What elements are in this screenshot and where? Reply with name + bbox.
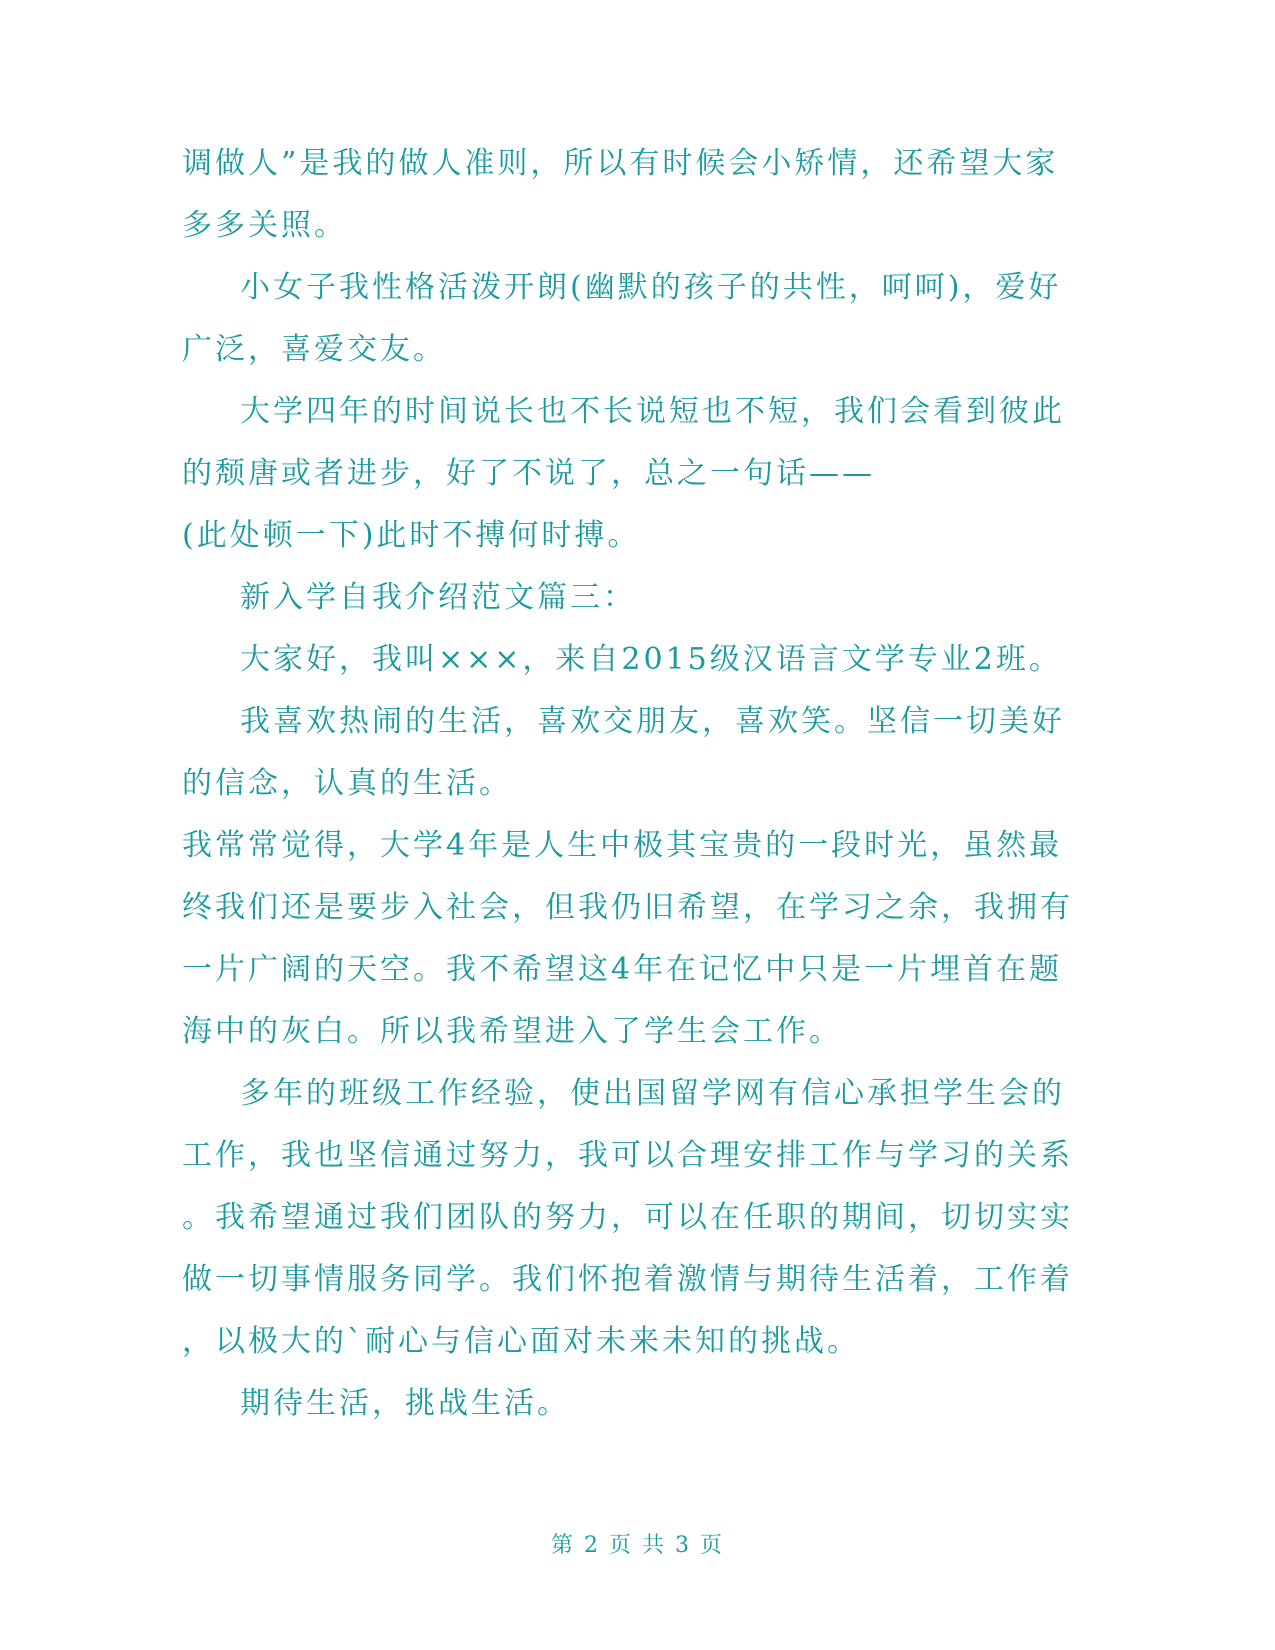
text-line: 终我们还是要步入社会，但我仍旧希望，在学习之余，我拥有 <box>182 890 1073 925</box>
text-line: ，以极大的`耐心与信心面对未来未知的挑战。 <box>182 1324 860 1359</box>
text-line: (此处顿一下)此时不搏何时搏。 <box>182 518 641 553</box>
text-line: 我常常觉得，大学4年是人生中极其宝贵的一段时光，虽然最 <box>182 828 1063 863</box>
text-line: 期待生活，挑战生活。 <box>240 1386 570 1421</box>
text-line: 多多关照。 <box>182 208 347 243</box>
text-line: 多年的班级工作经验，使出国留学网有信心承担学生会的 <box>240 1076 1065 1111</box>
text-line: 海中的灰白。所以我希望进入了学生会工作。 <box>182 1014 842 1049</box>
text-line: 广泛，喜爱交友。 <box>182 332 446 367</box>
text-line: 的颓唐或者进步，好了不说了，总之一句话—— <box>182 456 875 491</box>
text-line: 大家好，我叫×××，来自2015级汉语言文学专业2班。 <box>240 642 1062 677</box>
text-line: 。我希望通过我们团队的努力，可以在任职的期间，切切实实 <box>182 1200 1073 1235</box>
text-line: 我喜欢热闹的生活，喜欢交朋友，喜欢笑。坚信一切美好 <box>240 704 1065 739</box>
text-line: 做一切事情服务同学。我们怀抱着激情与期待生活着，工作着 <box>182 1262 1073 1297</box>
text-line: 的信念，认真的生活。 <box>182 766 512 801</box>
section-heading: 新入学自我介绍范文篇三： <box>240 580 636 615</box>
text-line: 调做人”是我的做人准则，所以有时候会小矫情，还希望大家 <box>182 146 1059 181</box>
page-number-footer: 第 2 页 共 3 页 <box>551 1533 724 1558</box>
text-line: 大学四年的时间说长也不长说短也不短，我们会看到彼此 <box>240 394 1065 429</box>
text-line: 一片广阔的天空。我不希望这4年在记忆中只是一片埋首在题 <box>182 952 1063 987</box>
text-line: 小女子我性格活泼开朗(幽默的孩子的共性，呵呵)，爱好 <box>240 270 1062 305</box>
text-line: 工作，我也坚信通过努力，我可以合理安排工作与学习的关系 <box>182 1138 1073 1173</box>
